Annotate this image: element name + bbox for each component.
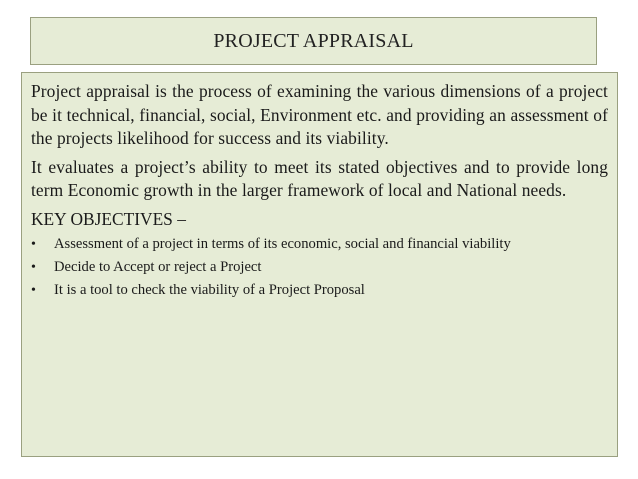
objectives-list (31, 233, 608, 302)
title-box (30, 17, 597, 65)
list-item (31, 233, 608, 256)
bullet-icon: • (31, 237, 36, 252)
objective-text: Assessment of a project in terms of its economic, social and financial viability (54, 236, 511, 252)
list-item (31, 256, 608, 279)
key-objectives-heading: KEY OBJECTIVES – (31, 208, 186, 229)
paragraph-definition: Project appraisal is the process of examining the various dimensions of a project be it technical, financial, social, Environment etc. and providing an assessment of the projects likelihood for success and its viability. (31, 81, 608, 148)
objective-text: Decide to Accept or reject a Project (54, 259, 262, 275)
bullet-icon: • (31, 283, 36, 298)
paragraph-evaluation: It evaluates a project’s ability to meet its stated objectives and to provide long term Economic growth in the larger framework of local and National needs. (31, 156, 608, 200)
bullet-icon: • (31, 260, 36, 275)
content-box (21, 72, 618, 457)
objective-text: It is a tool to check the viability of a Project Proposal (54, 282, 365, 298)
slide-title: PROJECT APPRAISAL (213, 29, 414, 52)
list-item (31, 279, 608, 302)
